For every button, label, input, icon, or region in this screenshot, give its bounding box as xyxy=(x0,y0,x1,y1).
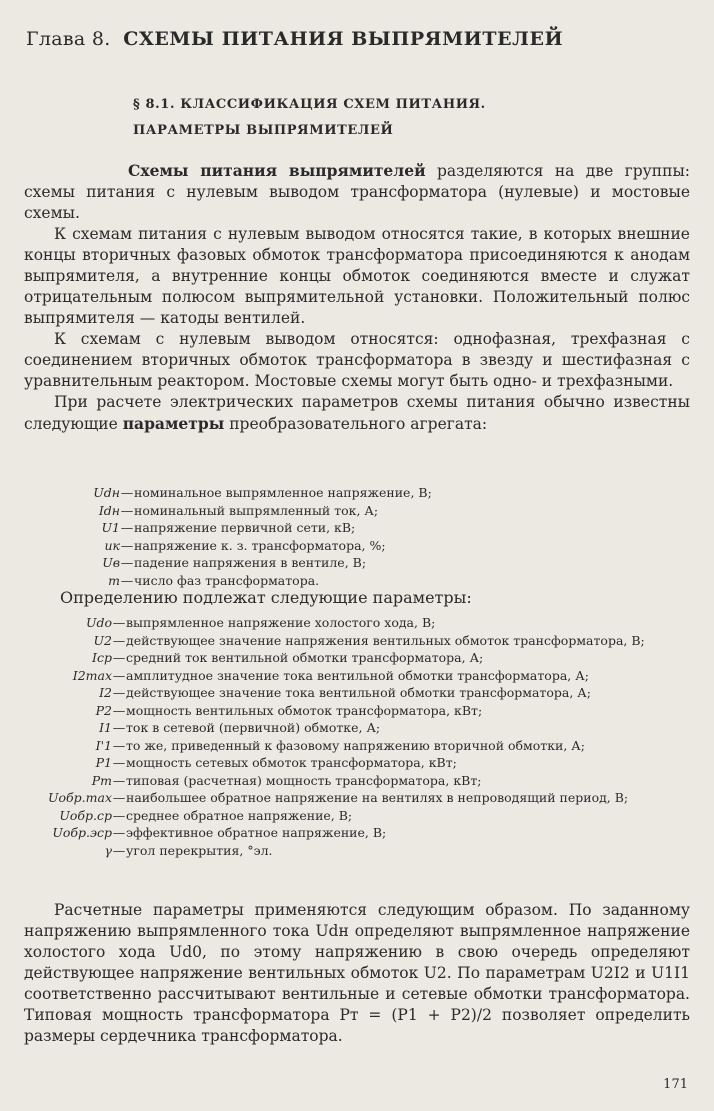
list-item: I1 — ток в сетевой (первичной) обмотке, А; xyxy=(24,719,690,737)
symbol: Uобр.max xyxy=(47,790,112,805)
chapter-heading xyxy=(26,28,563,50)
params-bold-term: параметры xyxy=(122,414,225,433)
chapter-number: Глава 8. xyxy=(26,28,111,50)
symbol: Idн xyxy=(98,502,120,518)
final-paragraphs xyxy=(24,900,690,1047)
section-title-line2: ПАРАМЕТРЫ ВЫПРЯМИТЕЛЕЙ xyxy=(133,123,394,138)
symbol: m xyxy=(108,572,120,588)
symbol: Pт xyxy=(91,772,112,788)
list-item: Udн — номинальное выпрямленное напряжение, В; xyxy=(60,484,500,502)
list-item: Uв — падение напряжения в вентиле, В; xyxy=(60,554,500,572)
known-params-list xyxy=(60,484,500,589)
paragraph-known-params: При расчете электрических параметров схемы питания обычно известны следующие параметры преобразовательного агрегата: xyxy=(24,393,690,433)
paragraph-usage: Расчетные параметры применяются следующим образом. По заданному напряжению выпрямленного тока Udн определяют выпрямленное напряжение холостого хода Ud0, по этому напряжению в свою очередь определяют действующее напряжение вентильных обмоток U2. По параметрам U2I2 и U1I1 соответственно рассчитывают вентильные и сетевые обмотки трансформатора. Типовая мощность трансформатора Pт = (P1 + P2)/2 позволяет определить размеры сердечника трансформатора. xyxy=(24,901,690,1045)
list-item: P2 — мощность вентильных обмоток трансформатора, кВт; xyxy=(24,702,690,720)
list-item: Udo — выпрямленное напряжение холостого хода, В; xyxy=(24,614,690,632)
list-item: U2 — действующее значение напряжения вентильных обмоток трансформатора, В; xyxy=(24,632,690,650)
symbol: U1 xyxy=(101,520,120,535)
section-title-line1: § 8.1. КЛАССИФИКАЦИЯ СХЕМ ПИТАНИЯ. xyxy=(133,97,486,112)
intro-rest: разделяются на две группы: схемы питания с нулевым выводом трансформатора (нулевые) и мостовые схемы. xyxy=(24,162,691,222)
list-item: I2max — амплитудное значение тока вентильной обмотки трансформатора, А; xyxy=(24,667,690,685)
list-item: Pт — типовая (расчетная) мощность трансформатора, кВт; xyxy=(24,772,690,790)
symbol: P2 xyxy=(95,702,112,718)
symbol: uк xyxy=(104,537,120,553)
list-item: γ — угол перекрытия, °эл. xyxy=(24,842,690,860)
list-item: uк — напряжение к. з. трансформатора, %; xyxy=(60,537,500,555)
list-item: Uобр.эср — эффективное обратное напряжение, В; xyxy=(24,824,690,842)
symbol: I'1 xyxy=(95,737,112,753)
list-item: Idн — номинальный выпрямленный ток, А; xyxy=(60,502,500,520)
subheading-to-determine: Определению подлежат следующие параметры: xyxy=(60,588,472,607)
intro-bold-term: Схемы питания выпрямителей xyxy=(128,161,426,180)
list-item: Uобр.ср — среднее обратное напряжение, В; xyxy=(24,807,690,825)
symbol: I1 xyxy=(99,720,112,735)
page-number: 171 xyxy=(663,1077,688,1092)
chapter-title: СХЕМЫ ПИТАНИЯ ВЫПРЯМИТЕЛЕЙ xyxy=(123,28,564,50)
list-item: Iср — средний ток вентильной обмотки трансформатора, А; xyxy=(24,649,690,667)
paragraph-scheme-types: К схемам с нулевым выводом относятся: однофазная, трехфазная с соединением вторичных обмоток трансформатора в звезду и шестифазная с уравнительным реактором. Мостовые схемы могут быть одно- и трехфазными. xyxy=(24,330,690,390)
symbol: Uв xyxy=(102,555,120,570)
section-heading xyxy=(133,92,486,144)
list-item: I2 — действующее значение тока вентильной обмотки трансформатора, А; xyxy=(24,684,690,702)
list-item: U1 — напряжение первичной сети, кВ; xyxy=(60,519,500,537)
symbol: U2 xyxy=(93,632,112,648)
symbol: I2max xyxy=(72,667,112,683)
intro-paragraph xyxy=(24,160,690,224)
list-item: P1 — мощность сетевых обмоток трансформатора, кВт; xyxy=(24,754,690,772)
intro-paragraphs xyxy=(24,160,690,435)
symbol: Iср xyxy=(92,650,112,665)
symbol: I2 xyxy=(99,685,112,700)
symbol: Uобр.ср xyxy=(59,807,112,823)
list-item: Uобр.max — наибольшее обратное напряжение на вентилях в непроводящий период, В; xyxy=(24,789,690,807)
symbol: Udo xyxy=(85,615,112,630)
symbol: P1 xyxy=(95,755,112,770)
symbol: Udн xyxy=(93,485,120,500)
symbol: Uобр.эср xyxy=(52,825,112,840)
list-item: m — число фаз трансформатора. xyxy=(60,572,500,590)
symbol: γ xyxy=(104,842,112,858)
paragraph-zero-output: К схемам питания с нулевым выводом относятся такие, в которых внешние концы вторичных фазовых обмоток трансформатора присоединяются к анодам выпрямителя, а внутренние концы обмоток соединяются вместе и служат отрицательным полюсом выпрямительной установки. Положительный полюс выпрямителя — катоды вентилей. xyxy=(24,225,690,327)
list-item: I'1 — то же, приведенный к фазовому напряжению вторичной обмотки, А; xyxy=(24,737,690,755)
unknown-params-list xyxy=(24,614,690,859)
